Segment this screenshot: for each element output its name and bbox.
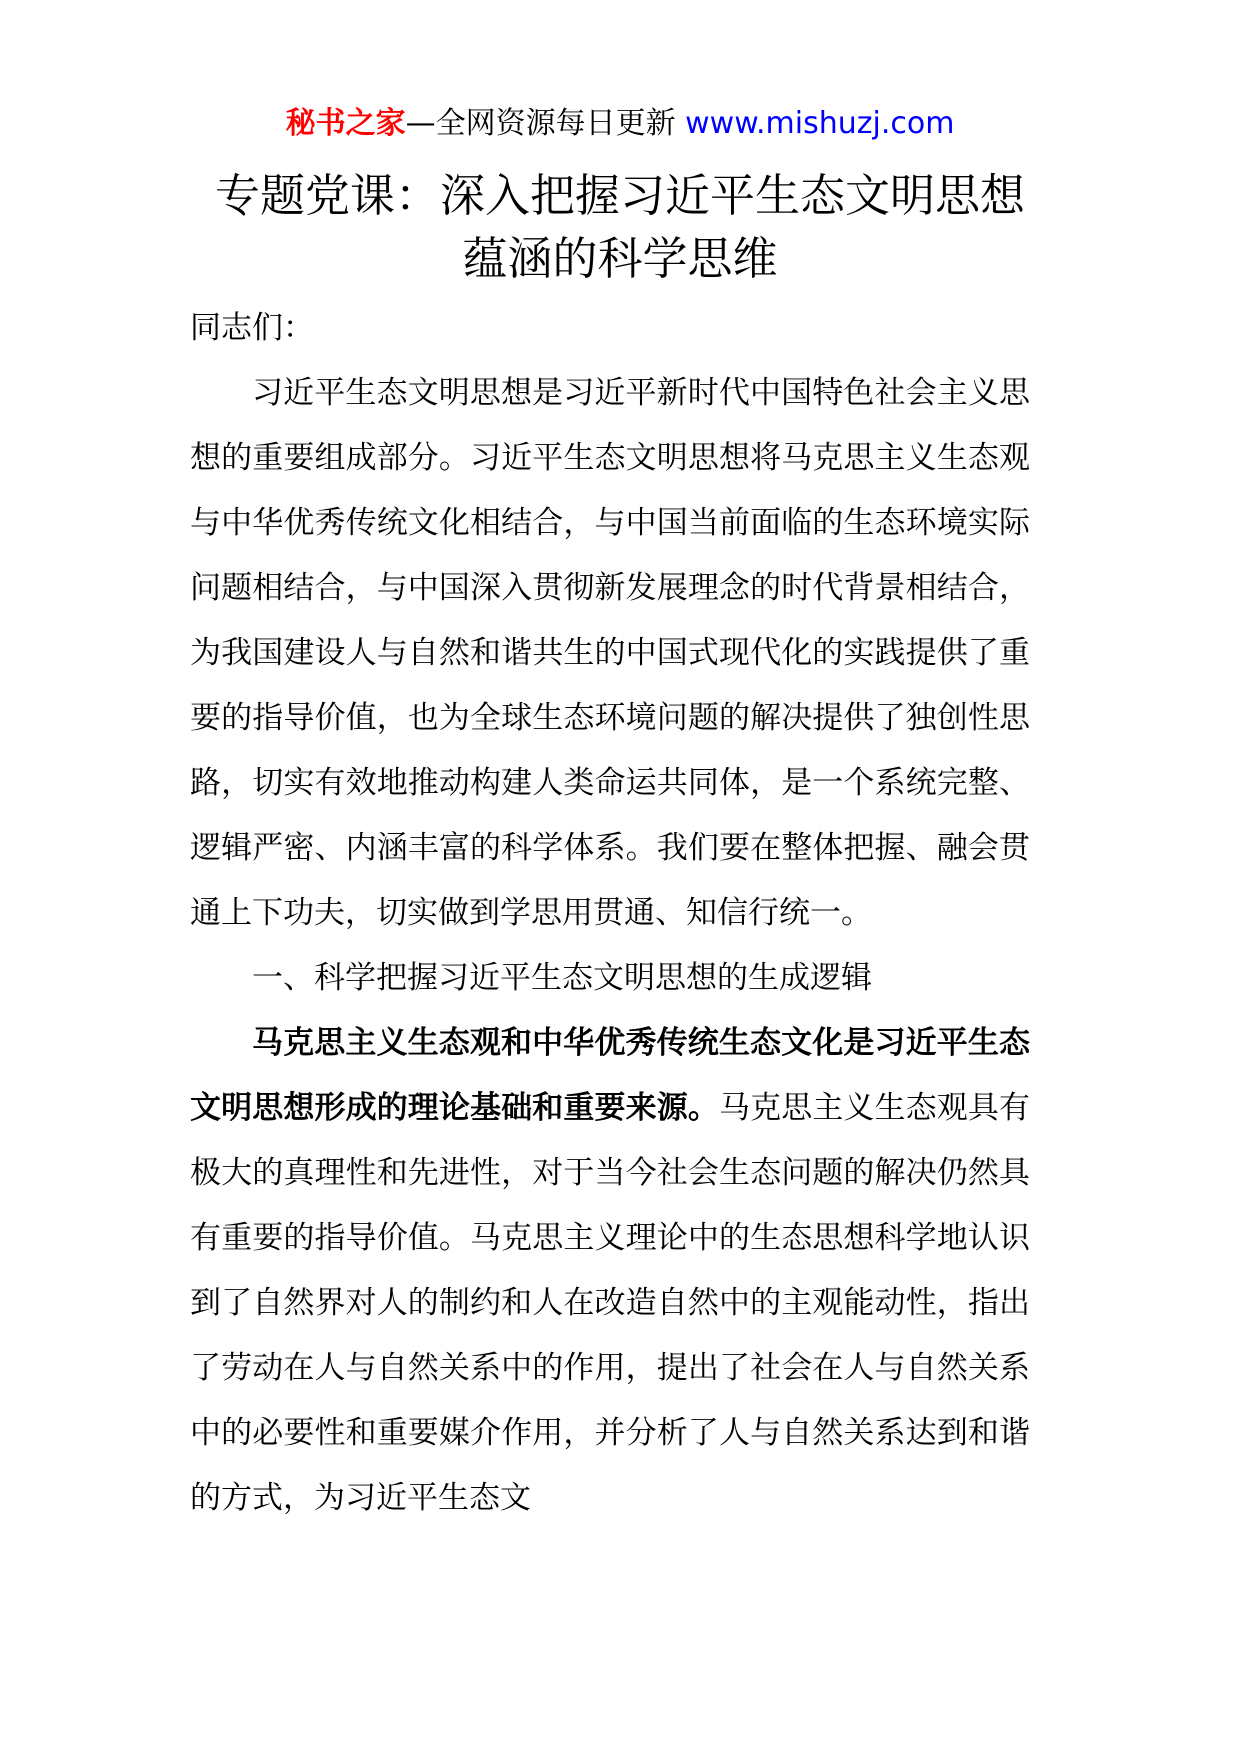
paragraph-intro: 习近平生态文明思想是习近平新时代中国特色社会主义思想的重要组成部分。习近平生态文明思想将马克思主义生态观与中华优秀传统文化相结合，与中国当前面临的生态环境实际问题相结合，与中国深入贯彻新发展理念的时代背景相结合，为我国建设人与自然和谐共生的中国式现代化的实践提供了重要的指导价值，也为全球生态环境问题的解决提供了独创性思路，切实有效地推动构建人类命运共同体，是一个系统完整、逻辑严密、内涵丰富的科学体系。我们要在整体把握、融会贯通上下功夫，切实做到学思用贯通、知信行统一。 [190,375,1030,931]
paragraph-body-text: 马克思主义生态观具有极大的真理性和先进性，对于当今社会生态问题的解决仍然具有重要的指导价值。马克思主义理论中的生态思想科学地认识到了自然界对人的制约和人在改造自然中的主观能动性，指出了劳动在人与自然关系中的作用，提出了社会在人与自然关系中的必要性和重要媒介作用，并分析了人与自然关系达到和谐的方式，为习近平生态文 [190,1090,1031,1516]
brand-name: 秘书之家 [285,106,406,141]
salutation: 同志们： [190,310,314,346]
site-header [0,102,1240,146]
brand-url-link[interactable]: www.mishuzj.com [685,106,955,141]
title-line-2: 蕴涵的科学思维 [462,232,778,285]
paragraph-lead-sentence: 马克思主义生态观和中华优秀传统生态文化是习近平生态文明思想形成的理论基础和重要来源。 [190,1025,1030,1126]
title-line-1: 专题党课：深入把握习近平生态文明思想 [214,169,1025,222]
brand-tagline: —全网资源每日更新 [405,106,676,141]
document-body [190,296,1030,1531]
document-title [190,164,1050,290]
paragraph-theory-basis [190,1011,1030,1531]
section-heading-1: 一、科学把握习近平生态文明思想的生成逻辑 [252,960,872,996]
